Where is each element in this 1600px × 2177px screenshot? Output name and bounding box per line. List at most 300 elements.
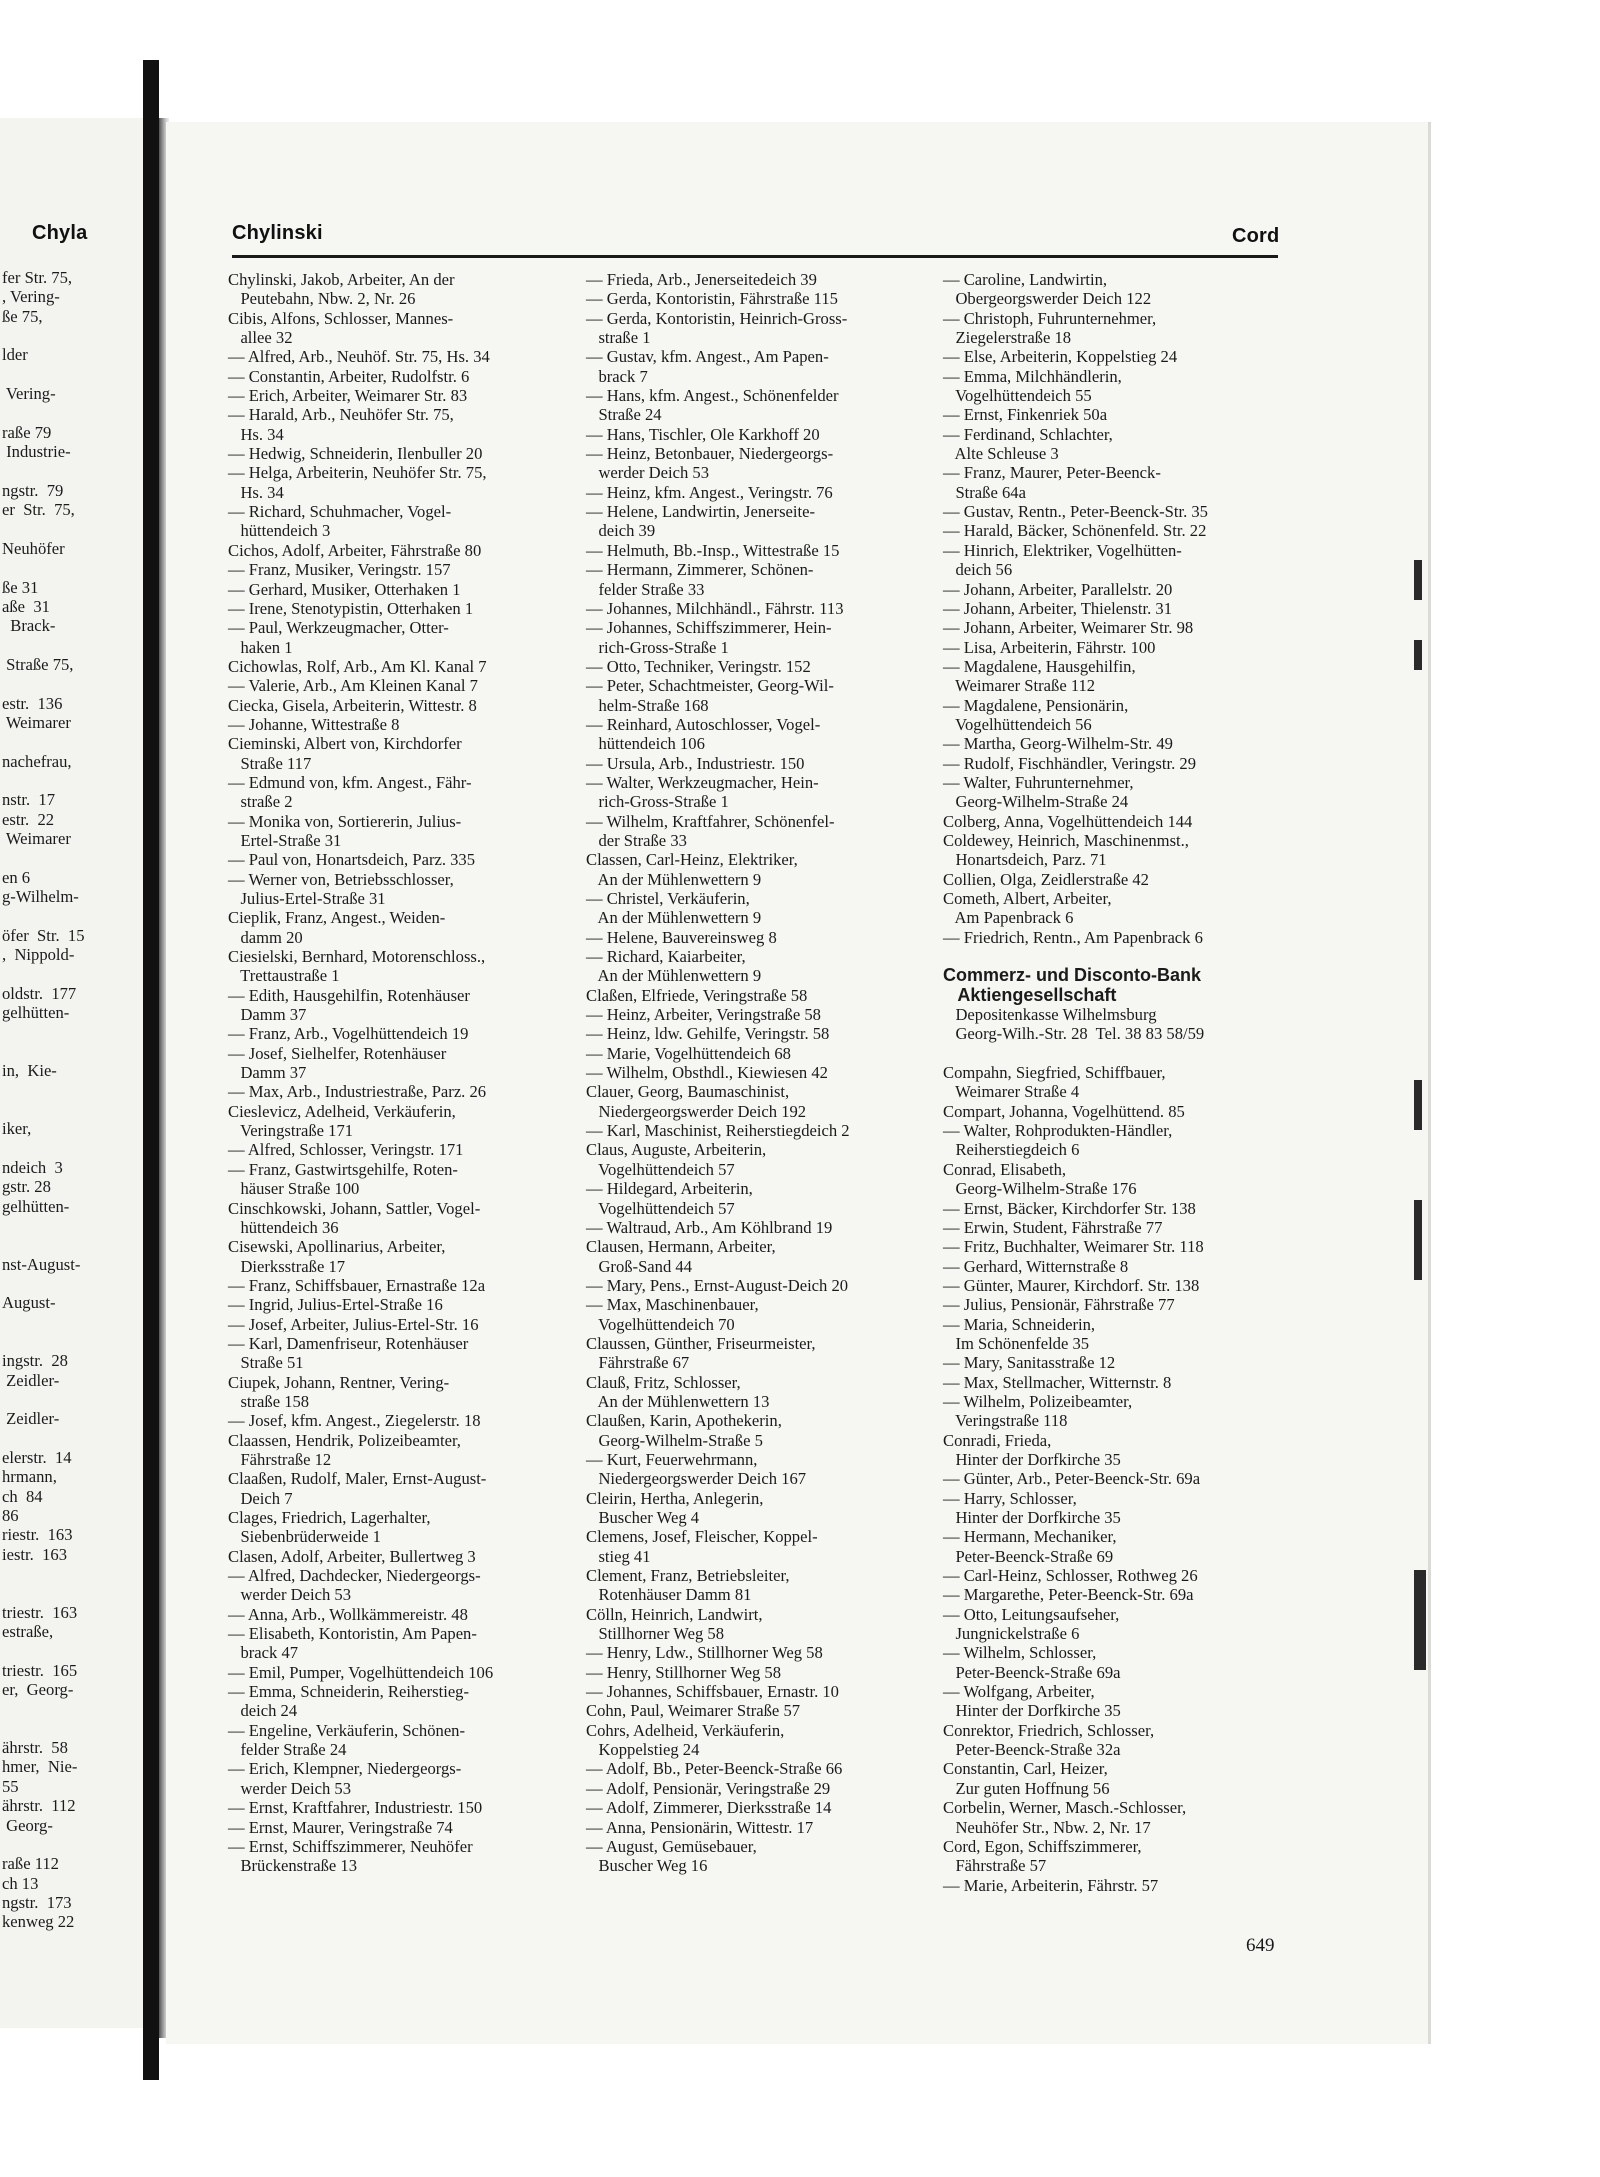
- directory-line: — Ingrid, Julius-Ertel-Straße 16: [228, 1295, 443, 1315]
- left-fragment-line: gelhütten-: [2, 1196, 70, 1216]
- left-fragment-line: [2, 1313, 142, 1332]
- directory-line: der Straße 33: [586, 830, 687, 850]
- left-fragment-line: hmer, Nie-: [2, 1757, 78, 1777]
- directory-line: Clasen, Adolf, Arbeiter, Bullertweg 3: [228, 1546, 476, 1566]
- directory-line: Peutebahn, Nbw. 2, Nr. 26: [228, 289, 416, 309]
- left-fragment-line: [2, 1022, 142, 1041]
- directory-line: — Anna, Arb., Wollkämmereistr. 48: [228, 1604, 468, 1624]
- left-fragment-line: Vering-: [2, 384, 56, 404]
- directory-line: helm-Straße 168: [586, 695, 709, 715]
- directory-line: hüttendeich 36: [228, 1217, 339, 1237]
- directory-line: — Alfred, Arb., Neuhöf. Str. 75, Hs. 34: [228, 347, 490, 367]
- directory-line: Clausen, Hermann, Arbeiter,: [586, 1237, 776, 1257]
- directory-line: felder Straße 24: [228, 1740, 347, 1760]
- page-edge-marks: [1414, 560, 1428, 1700]
- directory-line: — Johannes, Schiffsbauer, Ernastr. 10: [586, 1682, 839, 1702]
- left-fragment-line: [2, 848, 142, 867]
- directory-line: — Karl, Damenfriseur, Rotenhäuser: [228, 1333, 469, 1353]
- directory-line: Fährstraße 57: [943, 1856, 1047, 1876]
- directory-line: — Gerda, Kontoristin, Heinrich-Gross-: [586, 308, 848, 328]
- left-fragment-line: kenweg 22: [2, 1912, 75, 1932]
- directory-line: — Hans, kfm. Angest., Schönenfelder: [586, 386, 839, 406]
- directory-line: Depositenkasse Wilhelmsburg: [943, 1005, 1157, 1025]
- directory-line: Claaßen, Rudolf, Maler, Ernst-August-: [228, 1469, 487, 1489]
- directory-line: Claußen, Karin, Apothekerin,: [586, 1411, 782, 1431]
- directory-line: hüttendeich 3: [228, 521, 331, 541]
- directory-line: Groß-Sand 44: [586, 1256, 693, 1276]
- directory-line: Peter-Beenck-Straße 69: [943, 1546, 1114, 1566]
- directory-line: — Marie, Vogelhüttendeich 68: [586, 1043, 791, 1063]
- directory-line: Im Schönenfelde 35: [943, 1333, 1090, 1353]
- directory-line: brack 7: [586, 366, 648, 386]
- left-fragment-line: [2, 1332, 142, 1351]
- directory-line: — Erich, Klempner, Niedergeorgs-: [228, 1759, 462, 1779]
- edge-mark: [1414, 1200, 1422, 1280]
- directory-line: — Werner von, Betriebsschlosser,: [228, 869, 454, 889]
- left-fragment-line: [2, 1100, 142, 1119]
- directory-line: — Helga, Arbeiterin, Neuhöfer Str. 75,: [228, 463, 487, 483]
- directory-line: Clauß, Fritz, Schlosser,: [586, 1372, 741, 1392]
- left-fragment-line: Zeidler-: [2, 1409, 60, 1429]
- directory-line: Straße 117: [228, 753, 312, 773]
- directory-line: Reiherstiegdeich 6: [943, 1140, 1080, 1160]
- directory-line: Conrektor, Friedrich, Schlosser,: [943, 1720, 1155, 1740]
- directory-line: — Julius, Pensionär, Fährstraße 77: [943, 1295, 1175, 1315]
- left-fragment-line: iestr. 163: [2, 1544, 67, 1564]
- directory-line: An der Mühlenwettern 13: [586, 1391, 770, 1411]
- directory-line: — Harald, Bäcker, Schönenfeld. Str. 22: [943, 521, 1207, 541]
- left-fragment-line: Weimarer: [2, 828, 71, 848]
- directory-line: allee 32: [228, 328, 293, 348]
- directory-line: — Heinz, ldw. Gehilfe, Veringstr. 58: [586, 1024, 830, 1044]
- directory-line: — Friedrich, Rentn., Am Papenbrack 6: [943, 927, 1203, 947]
- firm-heading: Aktiengesellschaft: [943, 984, 1117, 1005]
- directory-line: — Paul, Werkzeugmacher, Otter-: [228, 618, 449, 638]
- directory-line: — Christel, Verkäuferin,: [586, 889, 750, 908]
- directory-line: — Henry, Stillhorner Weg 58: [586, 1662, 781, 1682]
- directory-line: — Edmund von, kfm. Angest., Fähr-: [228, 772, 472, 792]
- directory-line: — Fritz, Buchhalter, Weimarer Str. 118: [943, 1237, 1204, 1257]
- directory-line: Cleirin, Hertha, Anlegerin,: [586, 1488, 764, 1508]
- directory-line: — Franz, Musiker, Veringstr. 157: [228, 560, 451, 580]
- directory-line: Obergeorgswerder Deich 122: [943, 289, 1152, 309]
- left-fragment-line: nstr. 17: [2, 790, 56, 810]
- directory-line: Corbelin, Werner, Masch.-Schlosser,: [943, 1798, 1187, 1818]
- directory-line: [943, 947, 1208, 966]
- left-fragment-line: , Nippold-: [2, 945, 75, 965]
- left-fragment-line: ährstr. 112: [2, 1796, 76, 1816]
- directory-line: — Hans, Tischler, Ole Karkhoff 20: [586, 424, 820, 444]
- left-fragment-line: en 6: [2, 867, 31, 887]
- directory-line: Georg-Wilhelm-Straße 24: [943, 792, 1129, 812]
- directory-line: Peter-Beenck-Straße 69a: [943, 1662, 1121, 1682]
- directory-line: — Hedwig, Schneiderin, Ilenbuller 20: [228, 444, 483, 464]
- directory-line: — Hermann, Zimmerer, Schönen-: [586, 560, 814, 580]
- directory-line: Koppelstieg 24: [586, 1740, 700, 1760]
- directory-line: — Günter, Arb., Peter-Beenck-Str. 69a: [943, 1469, 1201, 1489]
- directory-line: — Adolf, Bb., Peter-Beenck-Straße 66: [586, 1759, 843, 1779]
- directory-line: Veringstraße 171: [228, 1121, 354, 1141]
- directory-line: — Adolf, Pensionär, Veringstraße 29: [586, 1778, 831, 1798]
- directory-line: Straße 64a: [943, 482, 1026, 502]
- left-fragment-line: [2, 558, 142, 577]
- left-fragment-line: [2, 1235, 142, 1254]
- edge-mark: [1414, 640, 1422, 670]
- directory-line: Cohn, Paul, Weimarer Straße 57: [586, 1701, 801, 1721]
- directory-line: Vogelhüttendeich 55: [943, 386, 1092, 406]
- directory-line: Compart, Johanna, Vogelhüttend. 85: [943, 1101, 1185, 1121]
- directory-line: Straße 51: [228, 1353, 304, 1373]
- left-fragment-line: estraße,: [2, 1622, 54, 1642]
- directory-line: straße 158: [228, 1391, 310, 1411]
- directory-line: — Richard, Schuhmacher, Vogel-: [228, 502, 452, 522]
- directory-line: — Hermann, Mechaniker,: [943, 1527, 1117, 1547]
- left-fragment-line: [2, 365, 142, 384]
- directory-line: — Mary, Sanitasstraße 12: [943, 1353, 1116, 1373]
- directory-line: Stillhorner Weg 58: [586, 1624, 725, 1644]
- directory-line: Georg-Wilhelm-Straße 5: [586, 1430, 763, 1450]
- directory-line: Cisewski, Apollinarius, Arbeiter,: [228, 1237, 446, 1257]
- left-fragment-line: lder: [2, 345, 28, 365]
- left-fragment-line: ch 13: [2, 1873, 39, 1893]
- directory-line: — Heinz, Arbeiter, Veringstraße 58: [586, 1005, 821, 1025]
- directory-line: hüttendeich 106: [586, 734, 705, 754]
- directory-line: — Gerda, Kontoristin, Fährstraße 115: [586, 289, 838, 309]
- directory-line: Clages, Friedrich, Lagerhalter,: [228, 1508, 431, 1527]
- directory-line: — Franz, Arb., Vogelhüttendeich 19: [228, 1024, 469, 1044]
- directory-line: — Wilhelm, Polizeibeamter,: [943, 1391, 1133, 1411]
- directory-line: — Gustav, kfm. Angest., Am Papen-: [586, 347, 829, 367]
- left-fragment-line: , Vering-: [2, 287, 60, 307]
- left-fragment-line: Neuhöfer: [2, 538, 65, 558]
- directory-line: — Franz, Schiffsbauer, Ernastraße 12a: [228, 1275, 486, 1295]
- directory-line: Hinter der Dorfkirche 35: [943, 1449, 1121, 1469]
- directory-line: Compahn, Siegfried, Schiffbauer,: [943, 1063, 1166, 1083]
- directory-line: — Franz, Gastwirtsgehilfe, Roten-: [228, 1159, 458, 1179]
- directory-line: — Ernst, Finkenriek 50a: [943, 405, 1108, 425]
- directory-line: Damm 37: [228, 1005, 307, 1025]
- directory-line: deich 24: [228, 1701, 298, 1721]
- directory-line: — Erwin, Student, Fährstraße 77: [943, 1217, 1163, 1237]
- directory-line: brack 47: [228, 1643, 299, 1663]
- directory-line: Classen, Carl-Heinz, Elektriker,: [586, 850, 798, 870]
- directory-line: Zur guten Hoffnung 56: [943, 1778, 1110, 1798]
- directory-line: — Josef, Arbeiter, Julius-Ertel-Str. 16: [228, 1314, 479, 1334]
- directory-line: — Ernst, Maurer, Veringstraße 74: [228, 1817, 453, 1837]
- edge-mark: [1414, 1570, 1426, 1670]
- directory-line: Dierksstraße 17: [228, 1256, 346, 1276]
- directory-line: Weimarer Straße 4: [943, 1082, 1080, 1102]
- directory-line: — Elisabeth, Kontoristin, Am Papen-: [228, 1624, 477, 1644]
- directory-line: Brückenstraße 13: [228, 1856, 358, 1876]
- directory-line: Alte Schleuse 3: [943, 444, 1059, 464]
- left-fragment-line: ße 31: [2, 577, 39, 597]
- left-fragment-line: [2, 1641, 142, 1660]
- left-fragment-line: elerstr. 14: [2, 1447, 72, 1467]
- directory-column-2: [586, 270, 850, 1876]
- directory-line: Colberg, Anna, Vogelhüttendeich 144: [943, 811, 1193, 831]
- directory-line: — Wilhelm, Schlosser,: [943, 1643, 1097, 1663]
- directory-line: Cord, Egon, Schiffszimmerer,: [943, 1836, 1142, 1856]
- directory-line: An der Mühlenwettern 9: [586, 908, 762, 928]
- directory-line: — Helene, Landwirtin, Jenerseite-: [586, 502, 815, 522]
- directory-column-3: [943, 270, 1208, 1895]
- left-fragment-line: [2, 461, 142, 480]
- left-fragment-line: ndeich 3: [2, 1157, 63, 1177]
- left-fragment-line: iker,: [2, 1119, 32, 1139]
- directory-line: — Harry, Schlosser,: [943, 1488, 1077, 1508]
- directory-line: — Josef, Sielhelfer, Rotenhäuser: [228, 1043, 447, 1063]
- left-fragment-line: er, Georg-: [2, 1680, 74, 1700]
- directory-line: Siebenbrüderweide 1: [228, 1527, 381, 1547]
- directory-line: — Johann, Arbeiter, Weimarer Str. 98: [943, 618, 1194, 638]
- directory-line: Ciupek, Johann, Rentner, Vering-: [228, 1372, 450, 1392]
- directory-column-1: [228, 270, 493, 1876]
- left-fragment-line: hrmann,: [2, 1467, 57, 1487]
- directory-line: — Emil, Pumper, Vogelhüttendeich 106: [228, 1662, 494, 1682]
- directory-line: Cibis, Alfons, Schlosser, Mannes-: [228, 308, 454, 328]
- directory-line: Conradi, Frieda,: [943, 1430, 1052, 1450]
- left-fragment-line: [2, 1042, 142, 1061]
- directory-line: — Hildegard, Arbeiterin,: [586, 1179, 753, 1199]
- directory-line: — Mary, Pens., Ernst-August-Deich 20: [586, 1275, 849, 1295]
- running-head-right: Cord: [1232, 225, 1280, 247]
- left-fragment-line: [2, 519, 142, 538]
- left-fragment-line: riestr. 163: [2, 1525, 73, 1545]
- directory-line: — Otto, Techniker, Veringstr. 152: [586, 656, 811, 676]
- left-fragment-line: [2, 1719, 142, 1738]
- directory-line: Vogelhüttendeich 57: [586, 1159, 735, 1179]
- directory-line: — Anna, Pensionärin, Wittestr. 17: [586, 1817, 814, 1837]
- directory-line: Coldewey, Heinrich, Maschinenmst.,: [943, 830, 1189, 850]
- directory-line: — Johannes, Milchhändl., Fährstr. 113: [586, 598, 844, 618]
- directory-line: Ciesielski, Bernhard, Motorenschloss.,: [228, 947, 486, 967]
- running-head-left: Chylinski: [232, 222, 323, 244]
- directory-line: — August, Gemüsebauer,: [586, 1836, 757, 1856]
- directory-line: Georg-Wilhelm-Straße 176: [943, 1179, 1137, 1199]
- left-fragment-line: [2, 326, 142, 345]
- left-fragment-line: [2, 771, 142, 790]
- directory-line: — Wilhelm, Kraftfahrer, Schönenfel-: [586, 811, 835, 831]
- left-fragment-line: Georg-: [2, 1815, 53, 1835]
- directory-line: — Gerhard, Musiker, Otterhaken 1: [228, 579, 461, 599]
- directory-line: Jungnickelstraße 6: [943, 1624, 1080, 1644]
- directory-line: — Lisa, Arbeiterin, Fährstr. 100: [943, 637, 1156, 657]
- left-fragment-line: [2, 674, 142, 693]
- left-running-head: Chyla: [32, 222, 88, 244]
- directory-line: Cichos, Adolf, Arbeiter, Fährstraße 80: [228, 540, 482, 560]
- directory-line: deich 56: [943, 560, 1013, 580]
- left-fragment-line: [2, 1699, 142, 1718]
- directory-line: — Ernst, Kraftfahrer, Industriestr. 150: [228, 1798, 483, 1818]
- left-fragment-line: 86: [2, 1506, 19, 1525]
- directory-line: — Johann, Arbeiter, Thielenstr. 31: [943, 598, 1172, 618]
- directory-line: — Johannes, Schiffszimmerer, Hein-: [586, 618, 832, 638]
- directory-line: Claussen, Günther, Friseurmeister,: [586, 1333, 816, 1353]
- left-fragment-line: triestr. 165: [2, 1660, 78, 1680]
- directory-line: damm 20: [228, 927, 303, 947]
- directory-line: felder Straße 33: [586, 579, 705, 599]
- left-fragment-line: [2, 964, 142, 983]
- directory-line: Honartsdeich, Parz. 71: [943, 850, 1107, 870]
- directory-line: Ziegelerstraße 18: [943, 328, 1072, 348]
- directory-line: Hinter der Dorfkirche 35: [943, 1508, 1121, 1527]
- left-fragment-line: estr. 136: [2, 693, 63, 713]
- left-fragment-line: in, Kie-: [2, 1061, 57, 1081]
- directory-line: — Erich, Arbeiter, Weimarer Str. 83: [228, 386, 468, 406]
- left-fragment-line: ingstr. 28: [2, 1351, 68, 1371]
- directory-line: Clauer, Georg, Baumaschinist,: [586, 1082, 790, 1102]
- directory-line: — Paul von, Honartsdeich, Parz. 335: [228, 850, 476, 870]
- directory-line: rich-Gross-Straße 1: [586, 792, 729, 812]
- edge-mark: [1414, 1080, 1422, 1130]
- directory-line: straße 2: [228, 792, 293, 812]
- directory-line: Cometh, Albert, Arbeiter,: [943, 889, 1112, 908]
- left-fragment-line: [2, 403, 142, 422]
- left-fragment-line: nachefrau,: [2, 751, 72, 771]
- directory-line: — Walter, Werkzeugmacher, Hein-: [586, 772, 819, 792]
- directory-line: Ciecka, Gisela, Arbeiterin, Wittestr. 8: [228, 695, 477, 715]
- directory-line: — Margarethe, Peter-Beenck-Str. 69a: [943, 1585, 1194, 1605]
- directory-line: Vogelhüttendeich 57: [586, 1198, 735, 1218]
- directory-line: Buscher Weg 16: [586, 1856, 708, 1876]
- directory-line: — Heinz, Betonbauer, Niedergeorgs-: [586, 444, 834, 464]
- directory-line: Fährstraße 67: [586, 1353, 690, 1373]
- directory-line: haken 1: [228, 637, 293, 657]
- directory-line: Niedergeorgswerder Deich 192: [586, 1101, 807, 1121]
- directory-line: werder Deich 53: [228, 1585, 352, 1605]
- directory-line: — Wilhelm, Obsthdl., Kiewiesen 42: [586, 1063, 828, 1083]
- left-fragment-line: [2, 1080, 142, 1099]
- left-fragment-line: g-Wilhelm-: [2, 887, 79, 906]
- directory-line: Collien, Olga, Zeidlerstraße 42: [943, 869, 1149, 889]
- directory-line: Straße 24: [586, 405, 662, 425]
- directory-line: — Emma, Milchhändlerin,: [943, 366, 1122, 386]
- directory-line: — Max, Maschinenbauer,: [586, 1295, 759, 1315]
- directory-line: [943, 1044, 1208, 1063]
- directory-line: Fährstraße 12: [228, 1449, 332, 1469]
- directory-line: — Max, Arb., Industriestraße, Parz. 26: [228, 1082, 487, 1102]
- directory-line: — Henry, Ldw., Stillhorner Weg 58: [586, 1643, 823, 1663]
- directory-line: Chylinski, Jakob, Arbeiter, An der: [228, 270, 455, 289]
- left-fragment-line: ährstr. 58: [2, 1738, 68, 1758]
- directory-line: — Edith, Hausgehilfin, Rotenhäuser: [228, 985, 470, 1005]
- directory-line: — Ferdinand, Schlachter,: [943, 424, 1113, 444]
- directory-line: — Irene, Stenotypistin, Otterhaken 1: [228, 598, 474, 618]
- left-fragment-line: Weimarer: [2, 712, 71, 732]
- directory-line: Weimarer Straße 112: [943, 676, 1096, 696]
- directory-line: Damm 37: [228, 1063, 307, 1083]
- left-fragment-line: August-: [2, 1293, 56, 1313]
- left-fragment-line: [2, 1138, 142, 1157]
- left-fragment-line: er Str. 75,: [2, 500, 75, 520]
- left-fragment-line: Straße 75,: [2, 654, 74, 674]
- directory-line: — Karl, Maschinist, Reiherstiegdeich 2: [586, 1121, 850, 1141]
- directory-line: — Valerie, Arb., Am Kleinen Kanal 7: [228, 676, 478, 696]
- left-fragment-line: Brack-: [2, 616, 56, 636]
- directory-line: Niedergeorgswerder Deich 167: [586, 1469, 807, 1489]
- directory-line: — Constantin, Arbeiter, Rudolfstr. 6: [228, 366, 470, 386]
- directory-line: werder Deich 53: [228, 1778, 352, 1798]
- directory-line: — Richard, Kaiarbeiter,: [586, 947, 746, 967]
- directory-line: — Ernst, Bäcker, Kirchdorfer Str. 138: [943, 1198, 1196, 1218]
- directory-line: Clement, Franz, Betriebsleiter,: [586, 1566, 790, 1586]
- left-fragment-line: [2, 1390, 142, 1409]
- directory-line: Peter-Beenck-Straße 32a: [943, 1740, 1121, 1760]
- directory-line: — Frieda, Arb., Jenerseitedeich 39: [586, 270, 817, 289]
- directory-line: Claassen, Hendrik, Polizeibeamter,: [228, 1430, 461, 1450]
- directory-line: Claßen, Elfriede, Veringstraße 58: [586, 985, 808, 1005]
- book-spine: [143, 60, 159, 2080]
- directory-line: — Gerhard, Witternstraße 8: [943, 1256, 1129, 1276]
- directory-line: — Maria, Schneiderin,: [943, 1314, 1096, 1334]
- left-fragment-line: [2, 732, 142, 751]
- directory-line: Am Papenbrack 6: [943, 908, 1074, 928]
- directory-line: — Ursula, Arb., Industriestr. 150: [586, 753, 805, 773]
- directory-line: — Adolf, Zimmerer, Dierksstraße 14: [586, 1798, 832, 1818]
- left-fragment-line: ch 84: [2, 1486, 43, 1506]
- left-fragment-line: [2, 1835, 142, 1854]
- directory-line: — Gustav, Rentn., Peter-Beenck-Str. 35: [943, 502, 1208, 522]
- directory-line: — Hinrich, Elektriker, Vogelhütten-: [943, 540, 1182, 560]
- directory-line: Hinter der Dorfkirche 35: [943, 1701, 1121, 1721]
- directory-line: Hs. 34: [228, 482, 284, 502]
- directory-line: Georg-Wilh.-Str. 28 Tel. 38 83 58/59: [943, 1024, 1205, 1044]
- directory-line: Constantin, Carl, Heizer,: [943, 1759, 1108, 1779]
- directory-line: — Heinz, kfm. Angest., Veringstr. 76: [586, 482, 833, 502]
- directory-line: Cieminski, Albert von, Kirchdorfer: [228, 734, 462, 754]
- left-fragment-line: [2, 1274, 142, 1293]
- left-fragment-line: raße 112: [2, 1854, 59, 1874]
- directory-line: Vogelhüttendeich 70: [586, 1314, 735, 1334]
- directory-line: — Waltraud, Arb., Am Köhlbrand 19: [586, 1217, 833, 1237]
- left-fragment-line: [2, 1429, 142, 1448]
- directory-line: — Franz, Maurer, Peter-Beenck-: [943, 463, 1161, 483]
- directory-line: Hs. 34: [228, 424, 284, 444]
- directory-line: stieg 41: [586, 1546, 651, 1566]
- left-fragment-line: [2, 1583, 142, 1602]
- left-fragment-line: ngstr. 79: [2, 480, 64, 500]
- directory-line: — Rudolf, Fischhändler, Veringstr. 29: [943, 753, 1196, 773]
- directory-line: — Wolfgang, Arbeiter,: [943, 1682, 1095, 1702]
- directory-line: — Ernst, Schiffszimmerer, Neuhöfer: [228, 1836, 473, 1856]
- edge-mark: [1414, 560, 1422, 600]
- directory-line: — Martha, Georg-Wilhelm-Str. 49: [943, 734, 1173, 754]
- directory-line: — Alfred, Dachdecker, Niedergeorgs-: [228, 1566, 481, 1586]
- left-fragment-line: [2, 636, 142, 655]
- directory-line: Julius-Ertel-Straße 31: [228, 889, 386, 908]
- directory-line: Buscher Weg 4: [586, 1508, 700, 1527]
- firm-heading: Commerz- und Disconto-Bank: [943, 965, 1202, 986]
- directory-line: Deich 7: [228, 1488, 293, 1508]
- directory-line: Cieslevicz, Adelheid, Verkäuferin,: [228, 1101, 456, 1121]
- left-fragment-line: raße 79: [2, 422, 52, 442]
- left-fragment-line: gelhütten-: [2, 1003, 70, 1023]
- directory-line: häuser Straße 100: [228, 1179, 360, 1199]
- directory-line: werder Deich 53: [586, 463, 710, 483]
- header-rule: [232, 255, 1278, 258]
- directory-line: — Josef, kfm. Angest., Ziegelerstr. 18: [228, 1411, 481, 1431]
- left-fragment-line: oldstr. 177: [2, 983, 77, 1003]
- directory-line: — Engeline, Verkäuferin, Schönen-: [228, 1720, 466, 1740]
- directory-line: — Else, Arbeiterin, Koppelstieg 24: [943, 347, 1178, 367]
- page-number: 649: [1246, 1935, 1275, 1956]
- directory-line: Veringstraße 118: [943, 1411, 1068, 1431]
- left-fragment-line: triestr. 163: [2, 1602, 78, 1622]
- directory-line: Trettaustraße 1: [228, 966, 340, 986]
- directory-line: Cohrs, Adelheid, Verkäuferin,: [586, 1720, 785, 1740]
- left-fragment-line: ße 75,: [2, 306, 43, 326]
